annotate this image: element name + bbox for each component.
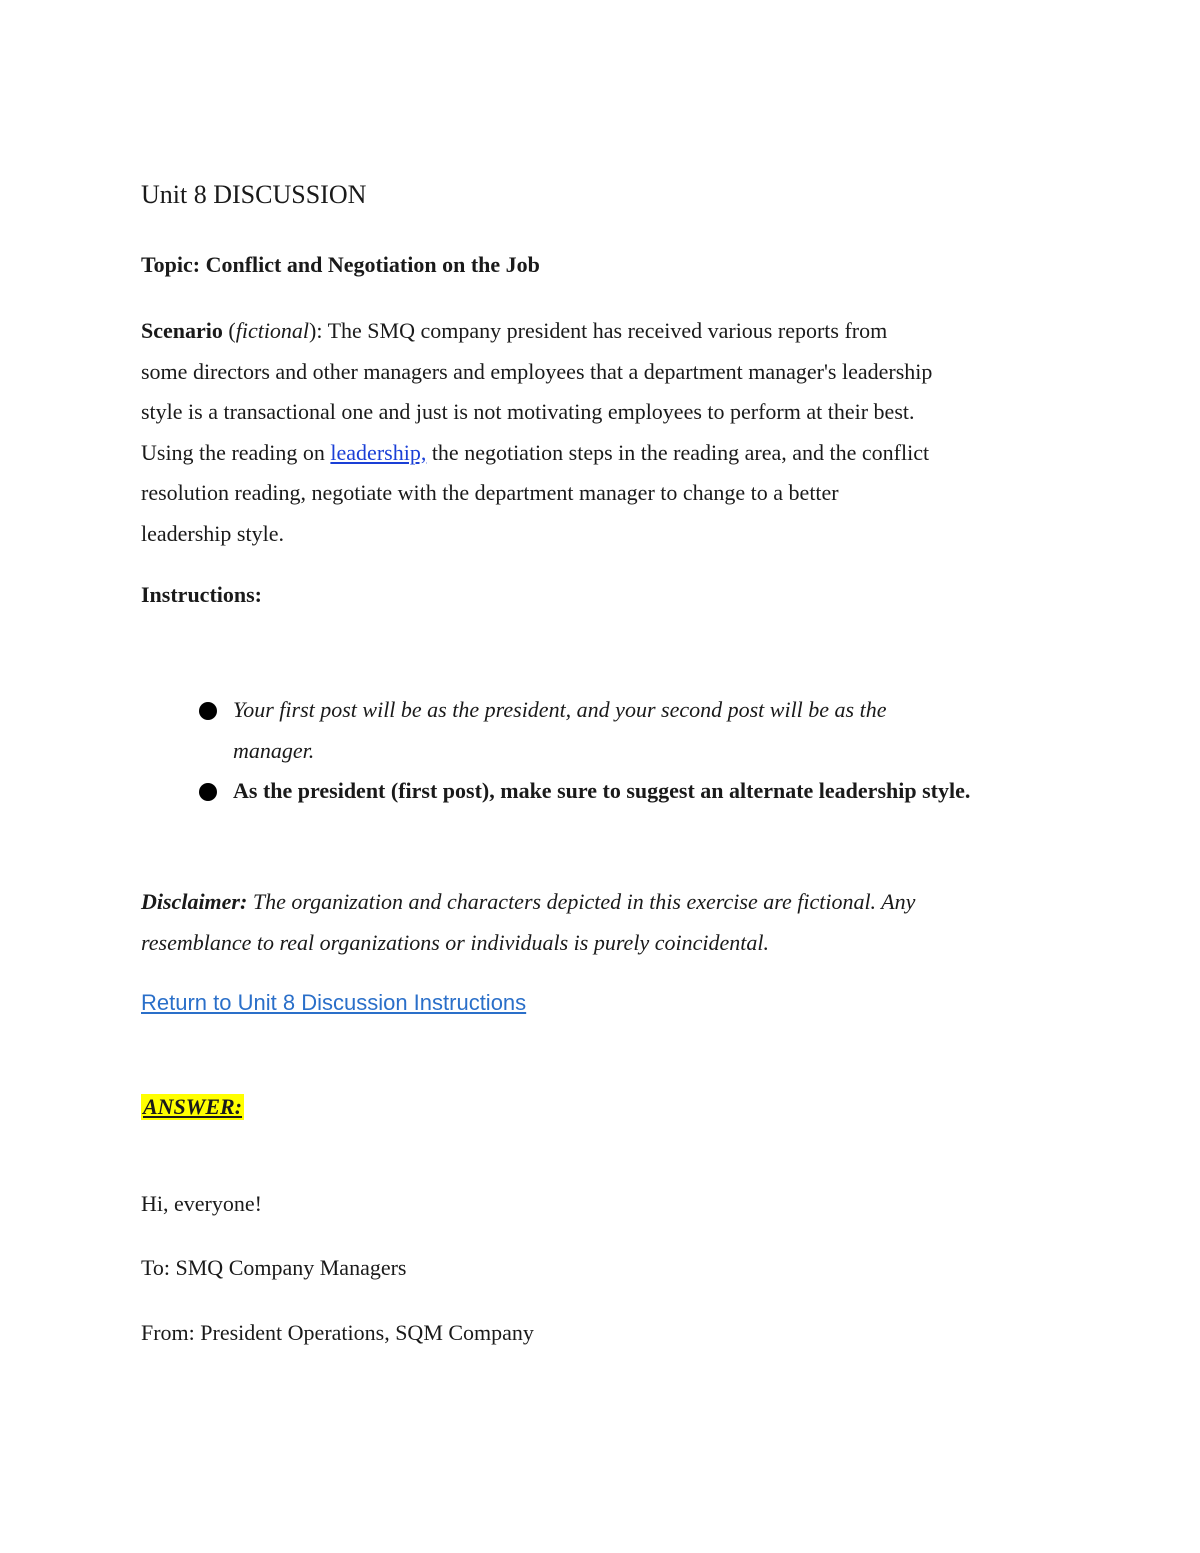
bullet-2-text: As the president (first post), make sure to suggest an alternate leadership style.: [233, 778, 971, 804]
scenario-open-paren: (: [222, 318, 236, 343]
scenario-line-3: style is a transactional one and just is not motivating employees to perform at their best.: [141, 399, 915, 425]
answer-label: ANSWER:: [143, 1094, 243, 1119]
instructions-list: [199, 690, 1059, 812]
leadership-link[interactable]: leadership,: [330, 439, 427, 465]
to-line: To: SMQ Company Managers: [141, 1255, 407, 1280]
topic-heading: Topic: Conflict and Negotiation on the Job: [141, 252, 540, 277]
instructions-heading: Instructions:: [141, 582, 263, 607]
scenario-line-5: resolution reading, negotiate with the department manager to change to a better: [141, 480, 839, 506]
disclaimer-label: Disclaimer:: [141, 889, 248, 914]
scenario-line-4-after: the negotiation steps in the reading area, and the conflict: [426, 439, 930, 465]
disclaimer-line-1: [141, 882, 1066, 923]
disclaimer-line-1-text: The organization and characters depicted in this exercise are fictional. Any: [247, 889, 916, 914]
scenario-paragraph: [141, 311, 1066, 555]
list-item: [199, 690, 1059, 771]
scenario-line-6: leadership style.: [141, 520, 284, 546]
return-instructions-link[interactable]: Return to Unit 8 Discussion Instructions: [141, 990, 527, 1015]
scenario-line-4: [141, 433, 1066, 474]
greeting-text: Hi, everyone!: [141, 1191, 262, 1216]
scenario-line-1-text: The SMQ company president has received various reports from: [322, 318, 888, 343]
scenario-line-4-before: Using the reading on: [141, 439, 331, 465]
scenario-line-1: [141, 311, 1066, 352]
document-title: Unit 8 DISCUSSION: [141, 180, 367, 209]
disclaimer-line-2: resemblance to real organizations or individuals is purely coincidental.: [141, 929, 769, 955]
list-item: [199, 771, 1059, 812]
bullet-1-line-1: Your first post will be as the president, and your second post will be as the: [233, 697, 887, 722]
bullet-1-line-2: manager.: [233, 737, 315, 763]
scenario-label: Scenario: [141, 318, 223, 343]
fictional-word: fictional: [235, 318, 310, 343]
from-line: From: President Operations, SQM Company: [141, 1320, 534, 1345]
disclaimer-paragraph: [141, 882, 1066, 963]
bullet-icon: [199, 783, 217, 801]
scenario-line-2: some directors and other managers and employees that a department manager's leadership: [141, 358, 933, 384]
bullet-icon: [199, 702, 217, 720]
scenario-close-paren: ):: [309, 318, 323, 343]
